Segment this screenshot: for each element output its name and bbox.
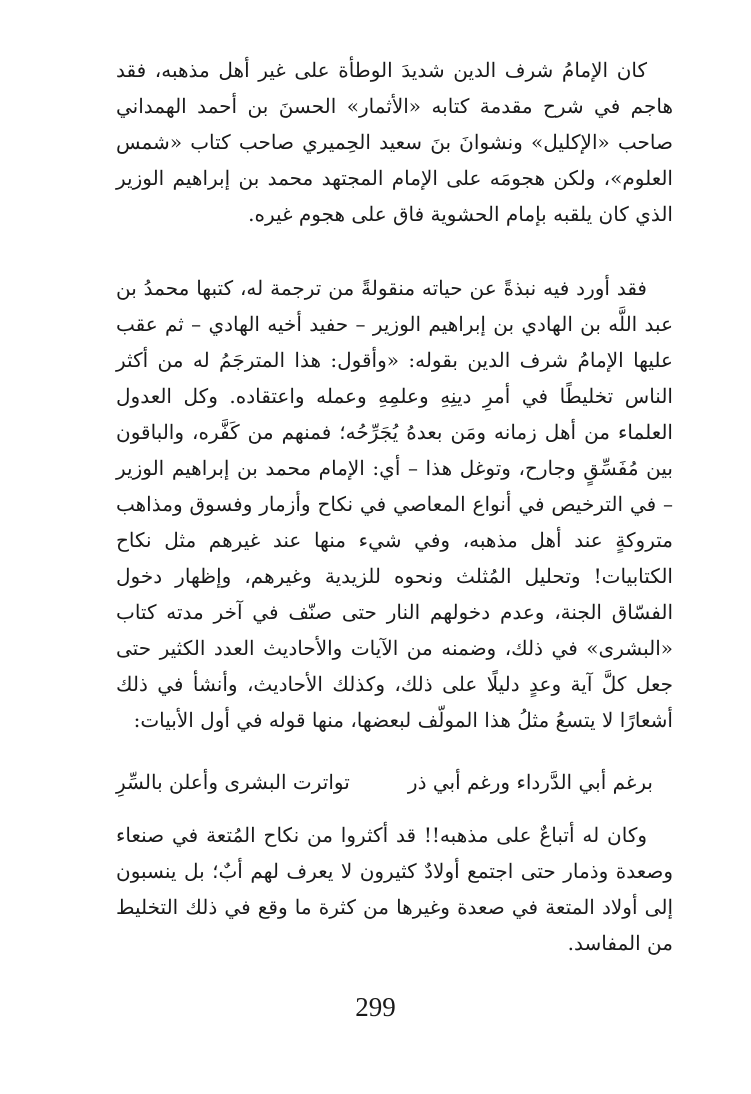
verse-first-hemistich: برغم أبي الدَّرداء ورغم أبي ذر [407,770,653,794]
paragraph-intro: كان الإمامُ شرف الدين شديدَ الوطأة على غير أهل مذهبه، فقد هاجم في شرح مقدمة كتابه «الأثمار» الحسنَ بن أحمد الهمداني صاحب «الإكليل» ونشوانَ بنَ سعيد الحِميري صاحب كتاب «شمس العلوم»، ولكن هجومَه على الإمام المجتهد محمد بن إبراهيم الوزير الذي كان يلقبه بإمام الحشوية فاق على هجوم غيره. [116,58,673,226]
paragraph-followers: وكان له أتباعٌ على مذهبه!! قد أكثروا من نكاح المُتعة في صنعاء وصعدة وذمار حتى اجتمع أولادٌ كثيرون لا يعرف لهم أبٌ؛ بل ينسبون إلى أولاد المتعة في صعدة وغيرها من كثرة ما وقع في ذلك التخليط من المفاسد. [116,823,673,955]
paragraph-biography-quote: فقد أورد فيه نبذةً عن حياته منقولةً من ترجمة له، كتبها محمدُ بن عبد اللَّه بن الهادي بن إبراهيم الوزير – حفيد أخيه الهادي – ثم عقب عليها الإمامُ شرف الدين بقوله: «وأقول: هذا المترجَمُ له من أكثر الناس تخليطًا في أمرِ دينِهِ وعلمِهِ وعمله واعتقاده. وكل العدول العلماء من أهل زمانه ومَن بعدهُ يُجَرِّحُه؛ فمنهم من كَفَّره، والباقون بين مُفَسِّقٍ وجارح، وتوغل هذا – أي: الإمام محمد بن إبراهيم الوزير – في الترخيص في أنواع المعاصي في نكاح وأزمار وفسوق ومذاهب متروكةٍ عند أهل مذهبه، وفي شيء منها عند غيرهم مثل نكاح الكتابيات! وتحليل المُثلث ونحوه للزيدية وغيرهم، وإظهار دخول الفسّاق الجنة، وعدم دخولهم النار حتى صنّف في آخر مدته كتاب «البشرى» في ذلك، وضمنه من الآيات والأحاديث العدد الكثير حتى جعل كلَّ آية وعدٍ دليلًا على ذلك، وكذلك الأحاديث، وأنشأ في ذلك أشعارًا لا يتسعُ مثلُ هذا المولّف لبعضها، منها قوله في أول الأبيات: [116,276,674,732]
poetry-verse [116,764,673,800]
page-number: 299 [355,992,396,1022]
verse-second-hemistich: تواترت البشرى وأعلن بالسِّرِ [116,770,350,794]
